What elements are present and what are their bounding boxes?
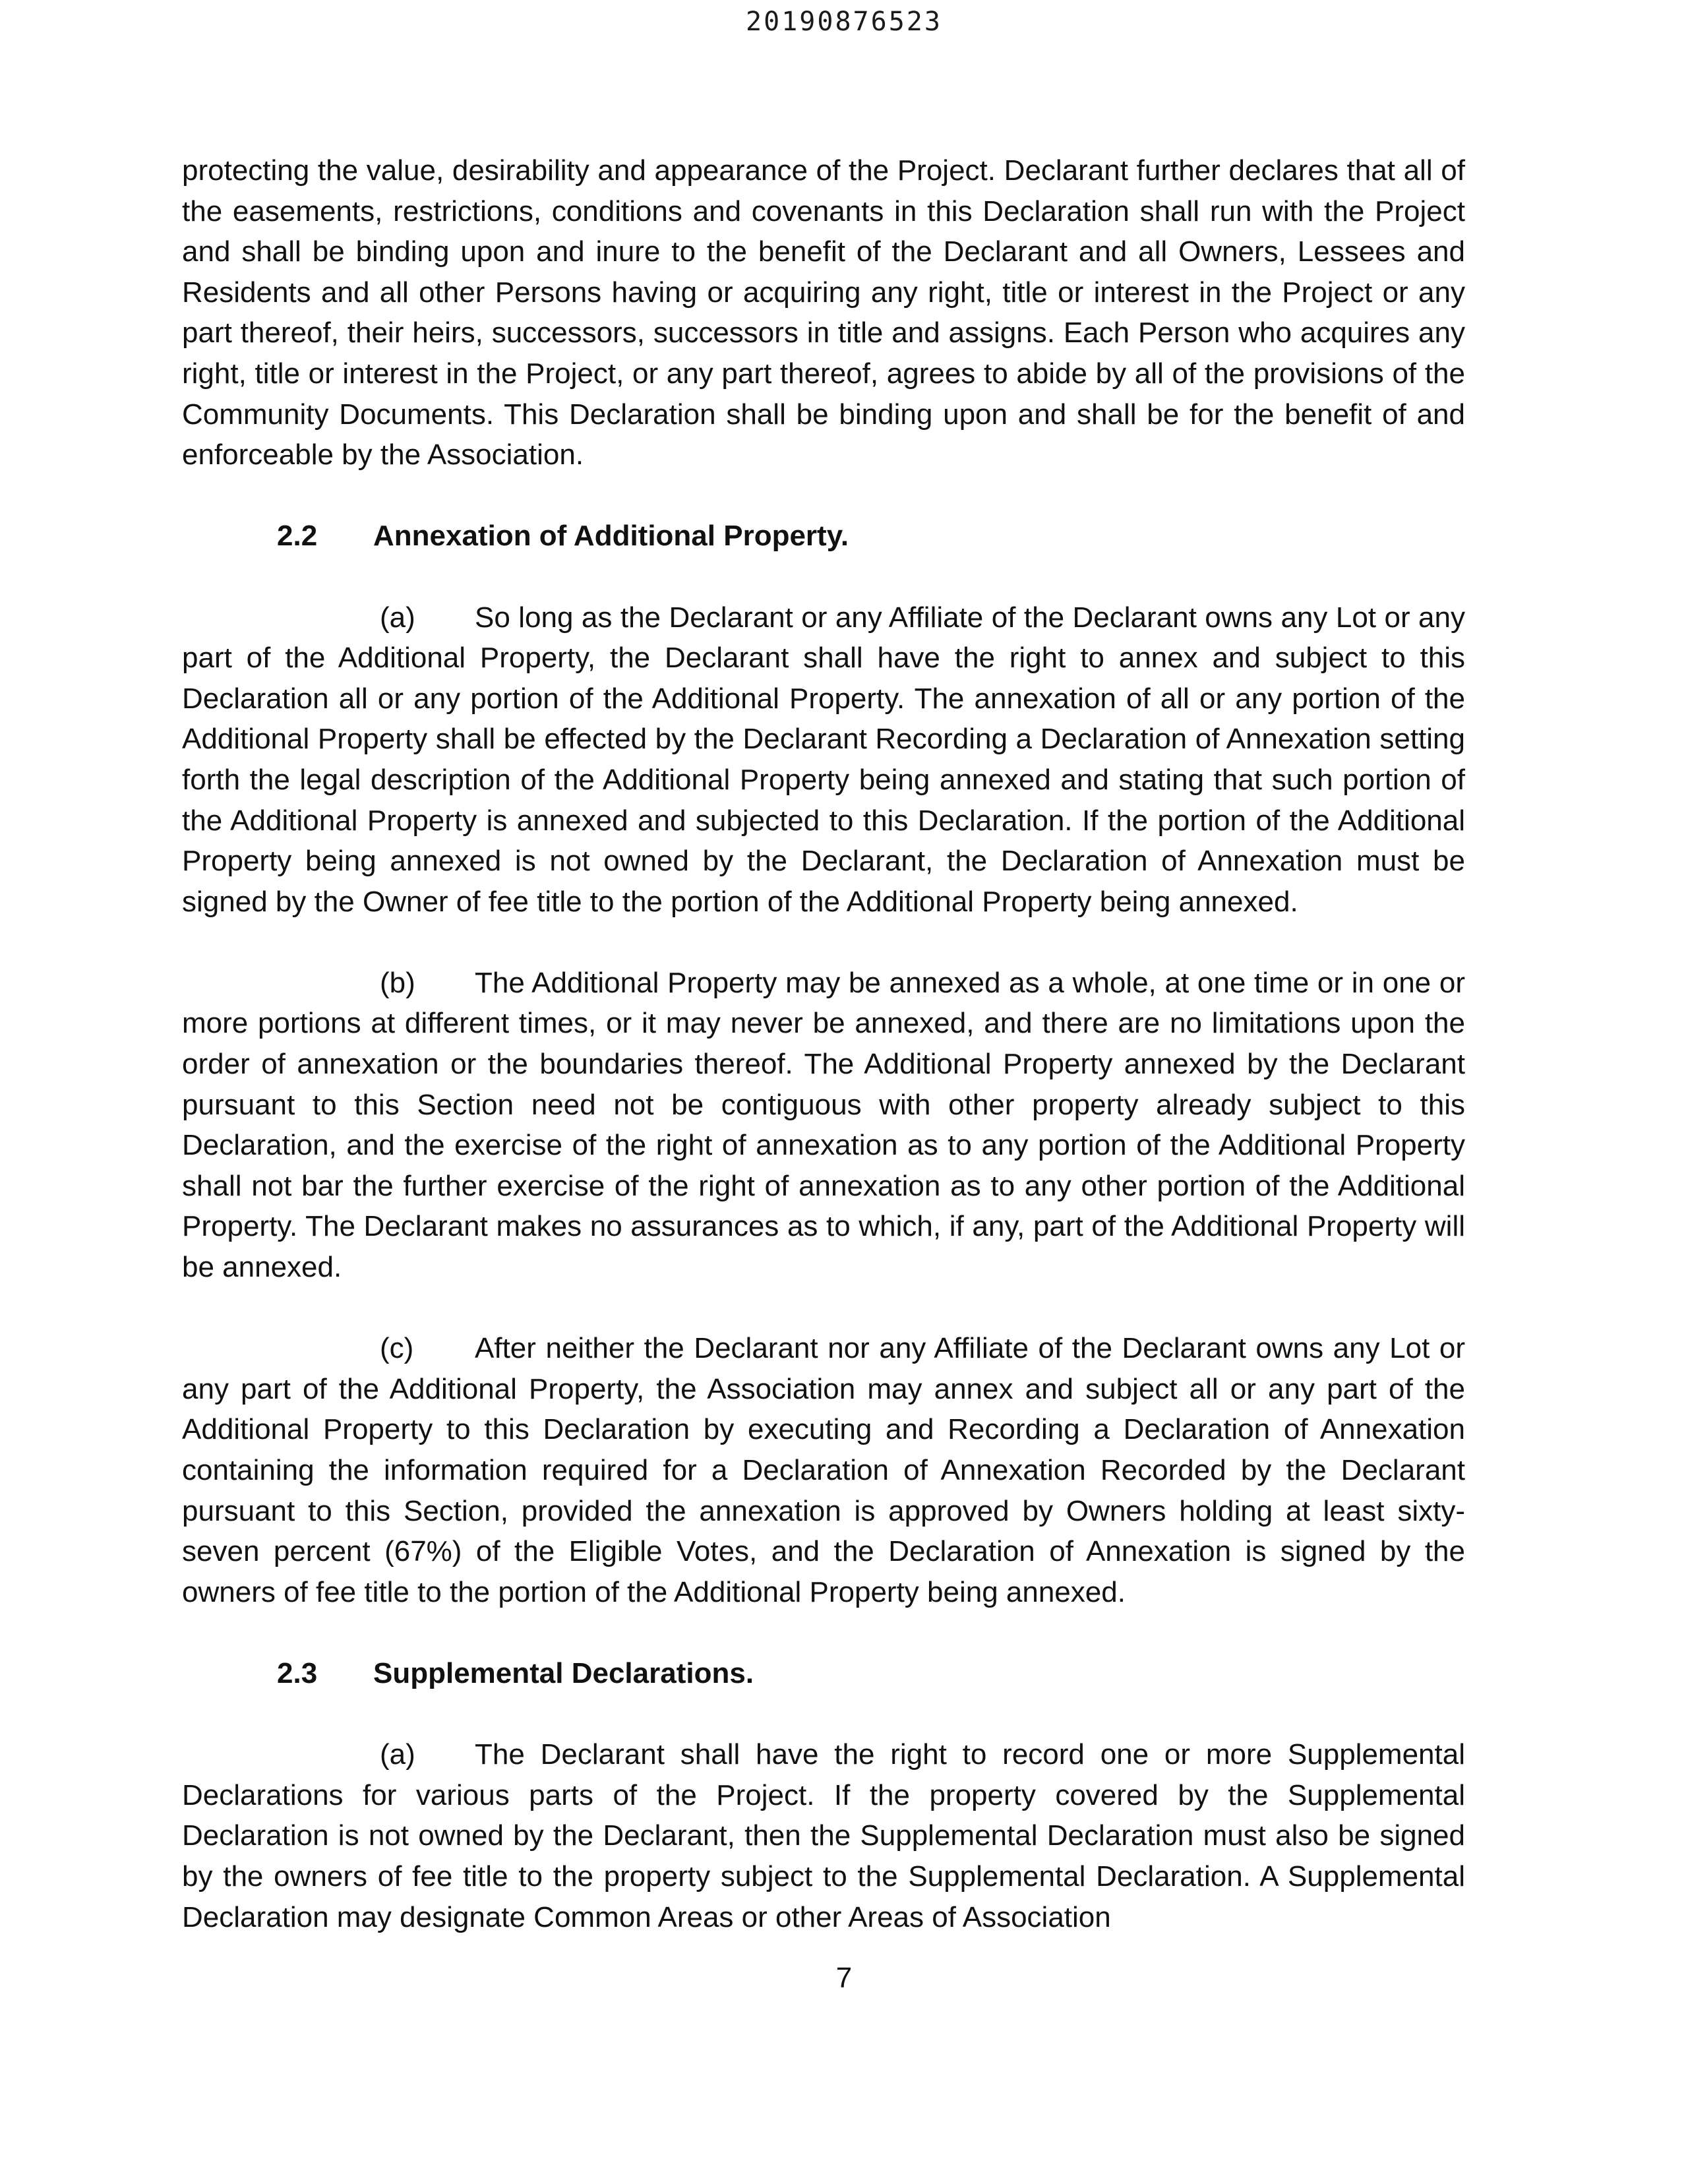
subparagraph-2-2-a: (a) So long as the Declarant or any Affiliate of the Declarant owns any Lot or any part of the Additional Property, the Declarant shall have the right to annex and subject to this Declaration all or any portion of the Additional Property. The annexation of all or any portion of the Additional Property shall be effected by the Declarant Recording a Declaration of Annexation setting forth the legal description of the Additional Property being annexed and stating that such portion of the Additional Property is annexed and subjected to this Declaration. If the portion of the Additional Property being annexed is not owned by the Declarant, the Declaration of Annexation must be signed by the Owner of fee title to the portion of the Additional Property being annexed. [182,601,1465,918]
document-body [182,150,1465,1937]
page-number: 7 [835,1962,853,1994]
subparagraph-text: So long as the Declarant or any Affiliate of the Declarant owns any Lot or any part of the Additional Property, the Declarant shall have the right to annex and subject to this Declaration all or any portion of the Additional Property. The annexation of all or any portion of the Additional Property shall be effected by the Declarant Recording a Declaration of Annexation setting forth the legal description of the Additional Property being annexed and stating that such portion of the Additional Property is annexed and subjected to this Declaration. If the portion of the Additional Property being annexed is not owned by the Declarant, the Declaration of Annexation must be signed by the Owner of fee title to the portion of the Additional Property being annexed. [182,601,1465,918]
section-heading-2-2: 2.2 Annexation of Additional Property. [182,516,1465,557]
section-title: Supplemental Declarations. [373,1656,754,1689]
section-heading-2-3: 2.3 Supplemental Declarations. [182,1653,1465,1694]
continuation-paragraph: protecting the value, desirability and appearance of the Project. Declarant further declares that all of the easements, restrictions, conditions and covenants in this Declaration shall run with the Project and shall be binding upon and inure to the benefit of the Declarant and all Owners, Lessees and Residents and all other Persons having or acquiring any right, title or interest in the Project or any part thereof, their heirs, successors, successors in title and assigns. Each Person who acquires any right, title or interest in the Project, or any part thereof, agrees to abide by all of the provisions of the Community Documents. This Declaration shall be binding upon and shall be for the benefit of and enforceable by the Association. [182,154,1465,471]
subparagraph-2-3-a: (a) The Declarant shall have the right to record one or more Supplemental Declarations for various parts of the Project. If the property covered by the Supplemental Declaration is not owned by the Declarant, then the Supplemental Declaration must also be signed by the owners of fee title to the property subject to the Supplemental Declaration. A Supplemental Declaration may designate Common Areas or other Areas of Association [182,1738,1465,1933]
subparagraph-text: After neither the Declarant nor any Affiliate of the Declarant owns any Lot or any part of the Additional Property, the Association may annex and subject all or any part of the Additional Property to this Declaration by executing and Recording a Declaration of Annexation containing the information required for a Declaration of Annexation Recorded by the Declarant pursuant to this Section, provided the annexation is approved by Owners holding at least sixty-seven percent (67%) of the Eligible Votes, and the Declaration of Annexation is signed by the owners of fee title to the portion of the Additional Property being annexed. [182,1332,1465,1608]
section-title: Annexation of Additional Property. [373,520,849,553]
subparagraph-2-2-c: (c) After neither the Declarant nor any Affiliate of the Declarant owns any Lot or any part of the Additional Property, the Association may annex and subject all or any part of the Additional Property to this Declaration by executing and Recording a Declaration of Annexation containing the information required for a Declaration of Annexation Recorded by the Declarant pursuant to this Section, provided the annexation is approved by Owners holding at least sixty-seven percent (67%) of the Eligible Votes, and the Declaration of Annexation is signed by the owners of fee title to the portion of the Additional Property being annexed. [182,1332,1465,1608]
subparagraph-2-2-b: (b) The Additional Property may be annexed as a whole, at one time or in one or more portions at different times, or it may never be annexed, and there are no limitations upon the order of annexation or the boundaries thereof. The Additional Property annexed by the Declarant pursuant to this Section need not be contiguous with other property already subject to this Declaration, and the exercise of the right of annexation as to any portion of the Additional Property shall not bar the further exercise of the right of annexation as to any other portion of the Additional Property. The Declarant makes no assurances as to which, if any, part of the Additional Property will be annexed. [182,966,1465,1284]
document-number: 20190876523 [746,7,942,37]
subparagraph-text: The Declarant shall have the right to record one or more Supplemental Declarations for various parts of the Project. If the property covered by the Supplemental Declaration is not owned by the Declarant, then the Supplemental Declaration must also be signed by the owners of fee title to the property subject to the Supplemental Declaration. A Supplemental Declaration may designate Common Areas or other Areas of Association [182,1738,1465,1933]
subparagraph-text: The Additional Property may be annexed as a whole, at one time or in one or more portions at different times, or it may never be annexed, and there are no limitations upon the order of annexation or the boundaries thereof. The Additional Property annexed by the Declarant pursuant to this Section need not be contiguous with other property already subject to this Declaration, and the exercise of the right of annexation as to any portion of the Additional Property shall not bar the further exercise of the right of annexation as to any other portion of the Additional Property. The Declarant makes no assurances as to which, if any, part of the Additional Property will be annexed. [182,966,1465,1284]
